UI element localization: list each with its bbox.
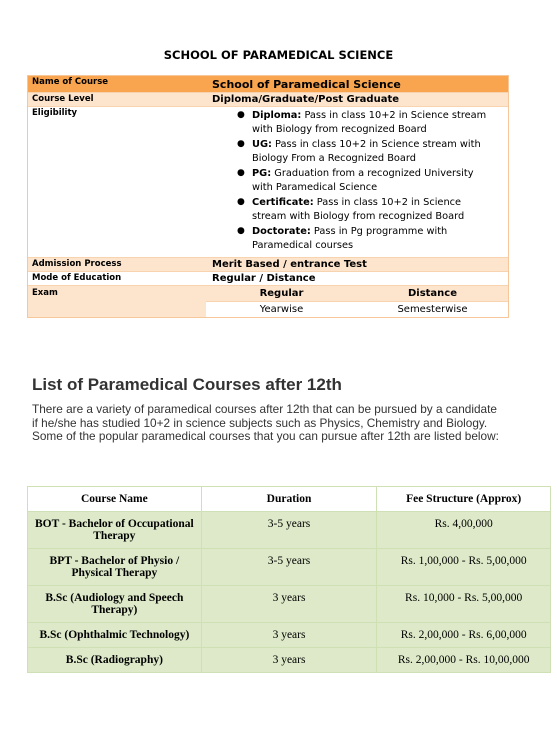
courses-table bbox=[27, 486, 551, 673]
eligibility-term: PG: bbox=[252, 168, 272, 179]
course-name-value: School of Paramedical Science bbox=[212, 78, 401, 91]
admission-value: Merit Based / entrance Test bbox=[212, 259, 367, 270]
table-row bbox=[28, 623, 551, 648]
mode-label: Mode of Education bbox=[32, 273, 122, 283]
eligibility-list bbox=[212, 108, 502, 256]
eligibility-text: Pass in class 10+2 in Science stream with Biology from recognized Board bbox=[252, 197, 465, 222]
exam-row bbox=[28, 286, 508, 317]
table-row bbox=[28, 586, 551, 623]
eligibility-value bbox=[206, 107, 508, 257]
fee-cell: Rs. 10,000 - Rs. 5,00,000 bbox=[377, 586, 551, 623]
course-name-cell: BPT - Bachelor of Physio / Physical Therapy bbox=[28, 549, 202, 586]
eligibility-text: Graduation from a recognized University with Paramedical Science bbox=[252, 168, 474, 193]
page-title: SCHOOL OF PARAMEDICAL SCIENCE bbox=[163, 48, 394, 62]
exam-value-regular: Yearwise bbox=[259, 304, 304, 315]
eligibility-text: Pass in class 10+2 in Science stream with Biology From a Recognized Board bbox=[252, 139, 481, 164]
eligibility-item bbox=[252, 196, 496, 223]
fee-cell: Rs. 4,00,000 bbox=[377, 512, 551, 549]
fee-cell: Rs. 2,00,000 - Rs. 6,00,000 bbox=[377, 623, 551, 648]
duration-cell: 3-5 years bbox=[201, 512, 377, 549]
eligibility-text: Pass in class 10+2 in Science stream with Biology from recognized Board bbox=[252, 110, 487, 135]
admission-label: Admission Process bbox=[32, 259, 122, 269]
eligibility-row bbox=[28, 107, 508, 258]
fee-cell: Rs. 2,00,000 - Rs. 10,00,000 bbox=[377, 648, 551, 673]
eligibility-term: Certificate: bbox=[252, 197, 314, 208]
eligibility-text: Pass in Pg programme with Paramedical courses bbox=[252, 226, 448, 251]
table-row bbox=[28, 549, 551, 586]
exam-label: Exam bbox=[32, 288, 58, 298]
duration-cell: 3-5 years bbox=[201, 549, 377, 586]
table-row bbox=[28, 648, 551, 673]
course-name-cell: B.Sc (Radiography) bbox=[28, 648, 202, 673]
course-info-table bbox=[27, 75, 509, 318]
header-course-name: Course Name bbox=[28, 487, 202, 512]
admission-row bbox=[28, 258, 508, 272]
duration-cell: 3 years bbox=[201, 648, 377, 673]
course-name-cell: B.Sc (Ophthalmic Technology) bbox=[28, 623, 202, 648]
table-header-row bbox=[28, 487, 551, 512]
exam-head-regular: Regular bbox=[259, 288, 304, 299]
header-fee: Fee Structure (Approx) bbox=[377, 487, 551, 512]
eligibility-item bbox=[252, 225, 496, 252]
eligibility-term: Doctorate: bbox=[252, 226, 311, 237]
course-level-label: Course Level bbox=[32, 94, 94, 104]
course-level-value: Diploma/Graduate/Post Graduate bbox=[212, 94, 400, 105]
course-name-row bbox=[28, 76, 508, 93]
duration-cell: 3 years bbox=[201, 586, 377, 623]
eligibility-label: Eligibility bbox=[32, 108, 78, 118]
eligibility-item bbox=[252, 167, 496, 194]
eligibility-term: UG: bbox=[252, 139, 272, 150]
table-row bbox=[28, 512, 551, 549]
exam-value-distance: Semesterwise bbox=[397, 304, 468, 315]
course-name-cell: B.Sc (Audiology and Speech Therapy) bbox=[28, 586, 202, 623]
fee-cell: Rs. 1,00,000 - Rs. 5,00,000 bbox=[377, 549, 551, 586]
mode-row bbox=[28, 272, 508, 286]
intro-paragraph: There are a variety of paramedical courses after 12th that can be pursued by a candidate if he/she has studied 10+2 in science subjects such as Physics, Chemistry and Biology. Some of the popular paramedical courses that you can pursue after 12th are listed below: bbox=[32, 402, 499, 444]
section-heading: List of Paramedical Courses after 12th bbox=[32, 375, 342, 394]
duration-cell: 3 years bbox=[201, 623, 377, 648]
course-name-label: Name of Course bbox=[32, 77, 109, 87]
course-level-row bbox=[28, 93, 508, 107]
exam-head-distance: Distance bbox=[407, 288, 458, 299]
eligibility-item bbox=[252, 138, 496, 165]
eligibility-term: Diploma: bbox=[252, 110, 302, 121]
mode-value: Regular / Distance bbox=[212, 273, 316, 284]
course-name-cell: BOT - Bachelor of Occupational Therapy bbox=[28, 512, 202, 549]
header-duration: Duration bbox=[201, 487, 377, 512]
eligibility-item bbox=[252, 109, 496, 136]
